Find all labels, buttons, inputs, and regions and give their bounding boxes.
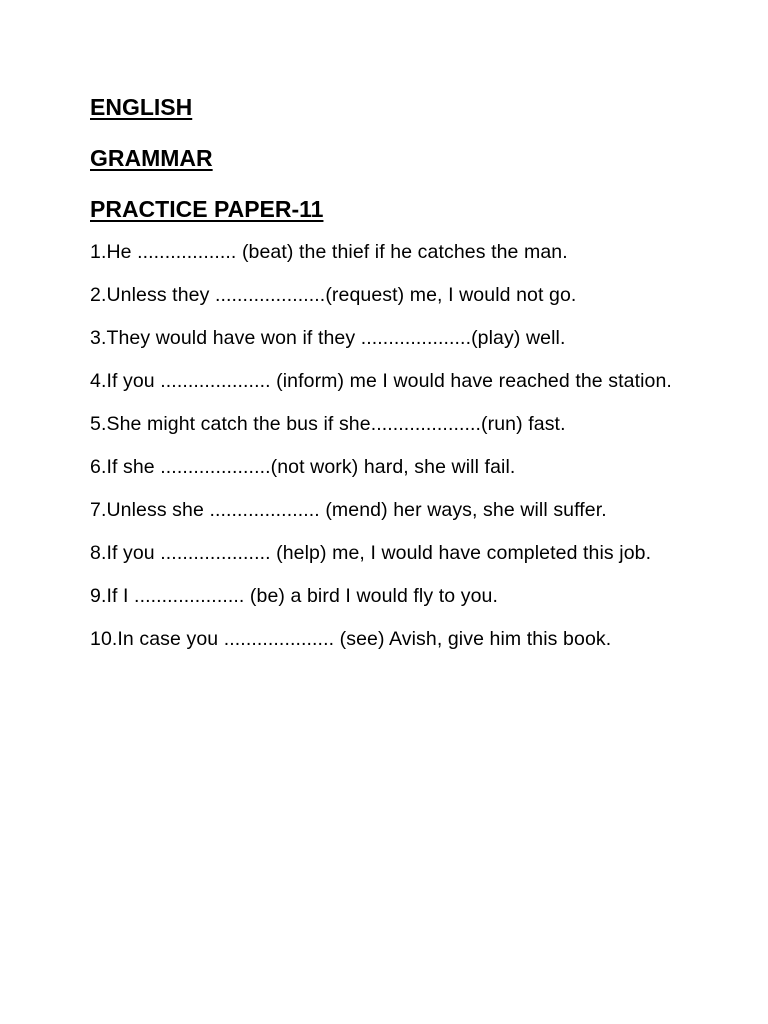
- question-10: 10.In case you .................... (see) Avish, give him this book.: [90, 628, 612, 650]
- question-8: 8.If you .................... (help) me, I would have completed this job.: [90, 542, 652, 564]
- subject-heading: ENGLISH: [90, 94, 193, 120]
- topic-heading: GRAMMAR: [90, 145, 213, 171]
- question-4: 4.If you .................... (inform) me I would have reached the station.: [90, 370, 672, 392]
- question-5: 5.She might catch the bus if she....................(run) fast.: [90, 413, 566, 435]
- question-7: 7.Unless she .................... (mend) her ways, she will suffer.: [90, 499, 607, 521]
- worksheet-page: [90, 92, 680, 666]
- question-9: 9.If I .................... (be) a bird I would fly to you.: [90, 585, 498, 607]
- question-1: 1.He .................. (beat) the thief if he catches the man.: [90, 241, 568, 263]
- question-3: 3.They would have won if they ....................(play) well.: [90, 327, 566, 349]
- question-6: 6.If she ....................(not work) hard, she will fail.: [90, 456, 516, 478]
- paper-title-heading: PRACTICE PAPER-11: [90, 196, 324, 222]
- question-2: 2.Unless they ....................(request) me, I would not go.: [90, 284, 577, 306]
